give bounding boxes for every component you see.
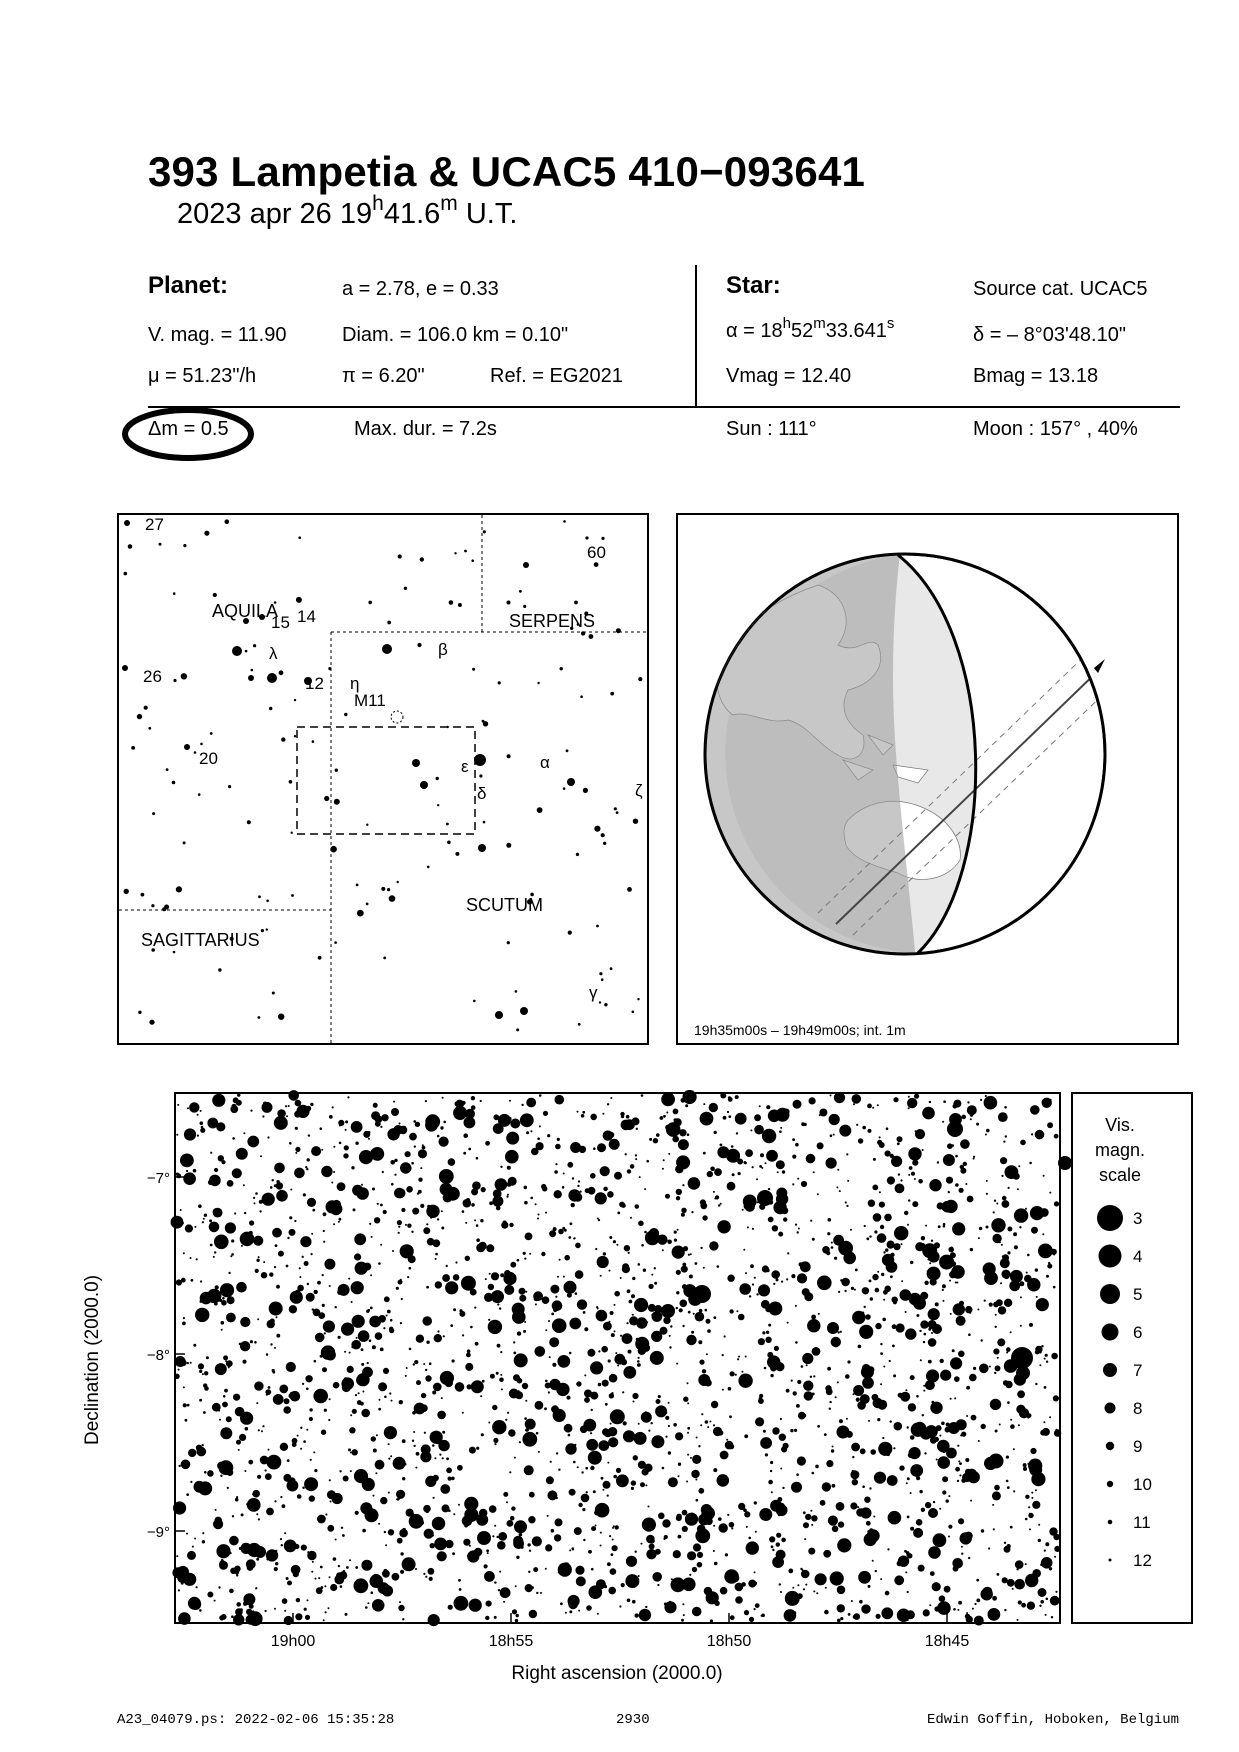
finder-star: [328, 667, 331, 670]
finder-star: [344, 713, 347, 716]
finder-star: [278, 1014, 284, 1020]
finder-star: [137, 714, 142, 719]
star-label-14: 14: [297, 607, 316, 626]
finder-star: [516, 1028, 519, 1031]
finder-star: [472, 668, 475, 671]
finder-star: [291, 894, 294, 897]
footer-file-info: A23_04079.ps: 2022-02-06 15:35:28: [117, 1712, 395, 1728]
finder-star: [599, 1001, 601, 1003]
finder-star: [198, 793, 201, 796]
finder-star: [266, 928, 268, 930]
finder-star: [253, 644, 256, 647]
m11-cluster-icon: [391, 711, 403, 723]
finder-star: [183, 544, 186, 547]
finder-chart-svg: [119, 515, 647, 1043]
finder-star: [172, 781, 176, 785]
ra-label: 19h00: [270, 1633, 316, 1650]
finder-star: [464, 550, 467, 553]
scale-dot: [1109, 1559, 1112, 1562]
finder-star: [601, 978, 604, 981]
star-label-eta: η: [350, 674, 360, 693]
planet-diameter: Diam. = 106.0 km = 0.10": [342, 324, 569, 346]
m11-label: M11: [354, 691, 386, 710]
scale-dot: [1107, 1481, 1113, 1487]
finder-star: [245, 650, 248, 653]
star-ra: $\alpha = 18^h52^m33.641^s$: [726, 315, 895, 342]
field-rectangle: [297, 727, 475, 834]
globe-caption: 19h35m00s – 19h49m00s; int. 1m: [694, 1022, 906, 1038]
finder-star: [258, 895, 261, 898]
finder-star: [141, 893, 145, 897]
finder-star: [537, 807, 543, 813]
finder-star: [610, 692, 614, 696]
scale-dot: [1102, 1324, 1119, 1341]
finder-star: [580, 695, 583, 698]
finder-star: [289, 780, 293, 784]
finder-star: [478, 844, 486, 852]
moon-elongation: Moon : 157° , 40%: [973, 418, 1138, 440]
finder-star: [507, 754, 511, 758]
finder-star: [294, 699, 296, 701]
finder-star: [471, 559, 474, 562]
finder-star: [261, 929, 264, 932]
finder-star: [574, 601, 578, 605]
finder-star: [627, 887, 632, 892]
star-label-12: 12: [305, 674, 324, 693]
finder-star: [381, 887, 385, 891]
finder-star: [482, 720, 485, 723]
finder-star: [601, 833, 605, 837]
scale-dot: [1099, 1245, 1122, 1268]
scale-magnitude-label: 4: [1133, 1247, 1143, 1266]
finder-star: [589, 634, 594, 639]
finder-star: [449, 600, 454, 605]
finder-star: [218, 968, 221, 971]
star-label-alpha: α: [540, 753, 550, 772]
x-axis-label: Right ascension (2000.0): [511, 1663, 723, 1684]
finder-star: [447, 841, 451, 845]
finder-star: [397, 881, 399, 883]
star-label-gamma: γ: [589, 983, 598, 1002]
planet-reference: Ref. = EG2021: [490, 365, 623, 387]
finder-star: [479, 774, 482, 777]
finder-star: [166, 768, 169, 771]
constellation-sagittarius: SAGITTARIUS: [141, 930, 260, 950]
finder-star: [581, 631, 585, 635]
constellation-scutum: SCUTUM: [466, 895, 543, 915]
finder-star: [356, 884, 359, 887]
finder-star: [279, 670, 284, 675]
finder-star: [173, 679, 176, 682]
finder-star: [294, 735, 296, 737]
scale-magnitude-label: 10: [1133, 1475, 1152, 1494]
star-label-60: 60: [587, 543, 606, 562]
finder-star: [563, 520, 566, 523]
finder-star: [495, 1011, 503, 1019]
finder-star: [474, 754, 486, 766]
finder-star: [596, 925, 599, 928]
finder-star: [232, 646, 242, 656]
scale-magnitude-label: 12: [1133, 1551, 1152, 1570]
scale-magnitude-label: 7: [1133, 1361, 1143, 1380]
finder-star: [446, 823, 449, 826]
finder-star: [383, 957, 386, 960]
scale-dot: [1097, 1205, 1123, 1231]
ra-label: 18h45: [924, 1633, 970, 1650]
finder-star: [267, 673, 277, 683]
finder-star: [152, 812, 155, 815]
finder-star: [312, 740, 315, 743]
finder-star: [131, 746, 135, 750]
scale-magnitude-label: 11: [1133, 1513, 1151, 1532]
finder-star: [183, 841, 186, 844]
finder-star: [291, 832, 293, 834]
finder-star: [519, 590, 522, 593]
finder-star: [447, 726, 449, 728]
finder-star: [247, 820, 251, 824]
finder-star: [637, 998, 639, 1000]
star-dec: δ = – 8°03'48.10": [973, 324, 1126, 346]
finder-star: [324, 796, 329, 801]
finder-star: [334, 941, 337, 944]
planet-motion: μ = 51.23"/h: [148, 365, 257, 387]
footer-author: Edwin Goffin, Hoboken, Belgium: [926, 1712, 1179, 1728]
finder-star: [368, 601, 372, 605]
star-label-epsilon: ε: [461, 757, 469, 776]
scale-dot: [1100, 1284, 1120, 1304]
finder-star: [210, 732, 213, 735]
finder-star: [498, 681, 501, 684]
finder-star: [251, 669, 254, 672]
finder-star: [366, 903, 369, 906]
finder-star: [568, 931, 572, 935]
finder-star: [614, 807, 617, 810]
sun-elongation: Sun : 111°: [726, 418, 817, 440]
finder-star: [148, 727, 151, 730]
finder-star: [633, 819, 638, 824]
finder-star: [335, 769, 338, 772]
scale-dot: [1103, 1363, 1117, 1377]
finder-star: [281, 737, 285, 741]
star-label-delta: δ: [477, 784, 487, 803]
star-label-26: 26: [143, 667, 162, 686]
star-label-27: 27: [145, 515, 164, 534]
scale-dot: [1108, 1520, 1113, 1525]
finder-star: [176, 886, 182, 892]
finder-star: [124, 889, 129, 894]
finder-star: [417, 643, 421, 647]
scale-magnitude-label: 8: [1133, 1399, 1143, 1418]
finder-star: [213, 593, 217, 597]
ra-label: 18h50: [706, 1633, 752, 1650]
finder-star: [204, 531, 209, 536]
finder-star: [515, 990, 518, 993]
finder-star: [583, 788, 588, 793]
finder-star: [455, 852, 459, 856]
scale-dot: [1105, 1403, 1116, 1414]
dec-label: −7°: [146, 1170, 170, 1187]
scale-magnitude-label: 6: [1133, 1323, 1143, 1342]
star-label-beta: β: [438, 640, 448, 659]
finder-star: [151, 904, 154, 907]
finder-star: [357, 910, 364, 917]
finder-star: [604, 1003, 607, 1006]
star-label-zeta: ζ: [635, 781, 643, 800]
planet-parallax: π = 6.20": [342, 365, 425, 387]
event-datetime: 2023 apr 26 19$^h$41.6$^m$ U.T.: [177, 192, 518, 230]
finder-star: [124, 520, 130, 526]
scale-magnitude-label: 5: [1133, 1285, 1143, 1304]
finder-star: [507, 601, 511, 605]
finder-star: [398, 554, 402, 558]
max-duration: Max. dur. = 7.2s: [354, 418, 497, 440]
dec-label: −8°: [146, 1347, 170, 1364]
star-vmag: Vmag = 12.40: [726, 365, 852, 387]
finder-star: [523, 605, 526, 608]
finder-chart: [117, 513, 649, 1045]
finder-star: [483, 530, 486, 533]
finder-star: [272, 992, 275, 995]
finder-star: [124, 572, 128, 576]
finder-star: [576, 853, 579, 856]
scale-title: Vis.: [1105, 1115, 1135, 1135]
finder-star: [334, 799, 340, 805]
finder-star: [366, 824, 368, 826]
finder-star: [523, 562, 529, 568]
finder-star: [436, 777, 439, 780]
finder-star: [578, 1023, 581, 1026]
star-heading: Star:: [726, 272, 781, 299]
finder-star: [483, 821, 486, 824]
finder-star: [128, 544, 133, 549]
finder-star: [638, 677, 642, 681]
finder-star: [228, 785, 231, 788]
scale-title: magn.: [1094, 1140, 1146, 1160]
finder-star: [200, 743, 203, 746]
finder-star: [144, 706, 148, 710]
finder-star: [149, 1020, 154, 1025]
finder-star: [181, 673, 187, 679]
finder-star: [616, 628, 621, 633]
finder-star: [269, 707, 272, 710]
finder-star: [173, 951, 176, 954]
finder-star: [298, 536, 301, 539]
finder-star: [266, 900, 269, 903]
finder-star: [258, 1016, 261, 1019]
table-divider-vertical: [695, 265, 697, 408]
star-label-20: 20: [199, 749, 218, 768]
scale-title: scale: [1098, 1165, 1142, 1185]
planet-vmag: V. mag. = 11.90: [148, 324, 287, 346]
finder-star: [225, 519, 230, 524]
finder-star: [420, 557, 424, 561]
finder-star: [566, 749, 569, 752]
finder-star: [616, 811, 619, 814]
earth-globe-panel: [676, 513, 1179, 1045]
finder-star: [318, 956, 322, 960]
finder-star: [382, 644, 392, 654]
star-bmag: Bmag = 13.18: [973, 365, 1099, 387]
finder-star: [389, 895, 396, 902]
finder-star: [162, 907, 166, 911]
planet-heading: Planet:: [148, 272, 229, 299]
ra-label: 18h55: [488, 1633, 534, 1650]
star-label-lambda: λ: [269, 644, 278, 663]
scale-magnitude-label: 3: [1133, 1209, 1143, 1228]
finder-star: [404, 587, 407, 590]
delta-magnitude: Δm = 0.5: [148, 418, 229, 440]
finder-star: [599, 972, 602, 975]
finder-star: [248, 675, 254, 681]
finder-star: [437, 804, 439, 806]
finder-star: [458, 603, 462, 607]
finder-star: [632, 1011, 635, 1014]
finder-star: [594, 562, 599, 567]
finder-star: [454, 552, 456, 554]
star-source-catalog: Source cat. UCAC5: [973, 278, 1148, 300]
finder-star: [594, 826, 600, 832]
star-field-chart: [60, 1090, 1200, 1690]
finder-star: [563, 787, 566, 790]
finder-star: [159, 543, 162, 546]
finder-star: [537, 682, 539, 684]
constellation-serpens: SERPENS: [509, 611, 596, 631]
finder-star: [122, 665, 128, 671]
constellation-aquila: AQUILA: [212, 601, 279, 621]
motion-arrow-icon: [1094, 659, 1105, 673]
finder-star: [138, 1011, 141, 1014]
y-axis-label: Declination (2000.0): [82, 1274, 103, 1446]
earth-globe-svg: [678, 515, 1177, 1043]
finder-star: [506, 843, 511, 848]
scale-magnitude-label: 9: [1133, 1437, 1143, 1456]
star-label-15: 15: [271, 613, 290, 632]
table-divider-horizontal: [148, 406, 1180, 408]
finder-star: [585, 536, 588, 539]
finder-star: [473, 1000, 476, 1003]
dec-label: −9°: [146, 1524, 170, 1541]
finder-star: [610, 967, 613, 970]
scale-dot: [1106, 1442, 1114, 1450]
finder-star: [184, 744, 190, 750]
finder-star: [603, 842, 606, 845]
finder-star: [520, 1007, 528, 1015]
footer-page-number: 2930: [616, 1712, 650, 1728]
finder-star: [387, 888, 390, 891]
finder-star: [507, 941, 510, 944]
finder-star: [560, 667, 563, 670]
finder-star: [427, 866, 430, 869]
finder-star: [173, 592, 176, 595]
finder-star: [567, 778, 575, 786]
finder-star: [412, 759, 420, 767]
finder-star: [330, 846, 337, 853]
planet-orbit: a = 2.78, e = 0.33: [342, 278, 499, 300]
finder-star: [601, 537, 604, 540]
finder-star: [420, 781, 428, 789]
page-title: 393 Lampetia & UCAC5 410−093641: [148, 148, 866, 195]
finder-star: [194, 751, 197, 754]
finder-star: [296, 597, 302, 603]
finder-star: [387, 621, 391, 625]
